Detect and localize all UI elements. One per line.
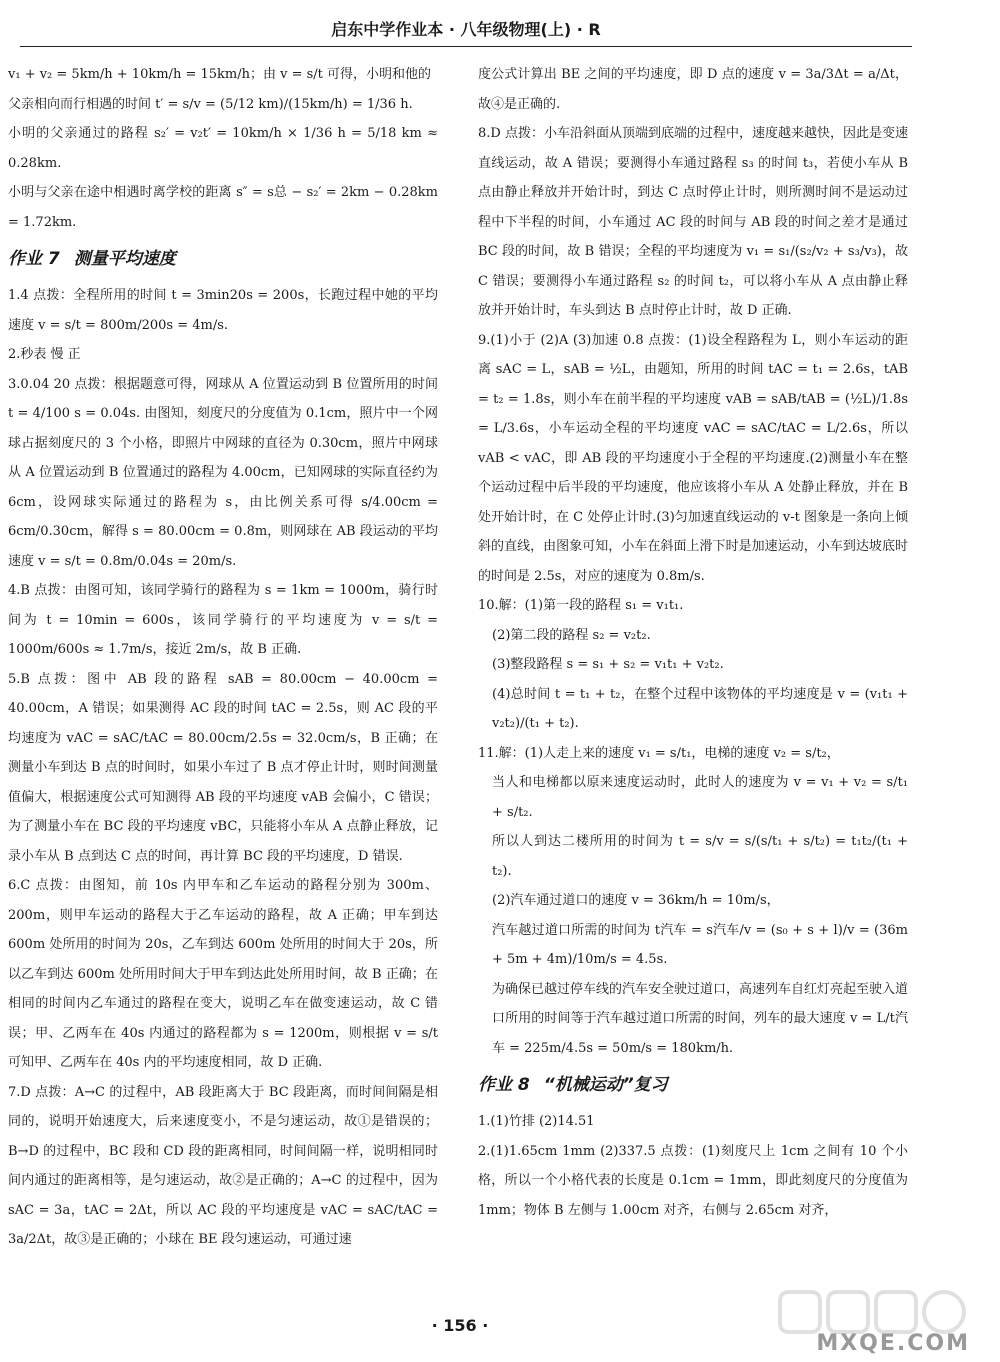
section-title: “机械运动”复习 bbox=[543, 1075, 668, 1095]
answer-item: 3.0.04 20 点拨：根据题意可得，网球从 A 位置运动到 B 位置所用的时间 t = 4/100 s = 0.04s. 由图知，刻度尺的分度值为 0.1cm，照片中一个网球占据刻度尺的 3 个小格，即照片中网球的直径为 0.30cm，照片中网球从 A 位置运动到 B 位置通过的路程为 4.00cm，已知网球的实际直径约为 6cm，设网球实际通过的路程为 s，由比例关系可得 s/4.00cm = 6cm/0.30cm，解得 s = 80.00cm = 0.8m，则网球在 AB 段运动的平均速度 v = s/t = 0.8m/0.04s = 20m/s. bbox=[8, 376, 438, 569]
answer-paragraph: (4)总时间 t = t₁ + t₂，在整个过程中该物体的平均速度是 v = (v₁t₁ + v₂t₂)/(t₁ + t₂). bbox=[492, 686, 908, 731]
section-heading bbox=[8, 243, 438, 275]
answer-item: 8.D 点拨：小车沿斜面从顶端到底端的过程中，速度越来越快，因此是变速直线运动，故 A 错误；要测得小车通过路程 s₃ 的时间 t₃，若使小车从 B 点由静止释放并开始计时，到达 C 点时停止计时，则所测时间不是运动过程中下半程的时间，小车通过 AC 段的时间与 AB 段的时间之差才是通过 BC 段的时间，故 B 错误；全程的平均速度为 v₁ = s₁/(s₂/v₂ + s₃/v₃)，故 C 错误；要测得小车通过路程 s₂ 的时间 t₂，可以将小车从 A 点由静止释放并开始计时，车头到达 B 点时停止计时，故 D 正确. bbox=[478, 126, 908, 318]
answer-item: 7.D 点拨：A→C 的过程中，AB 段距离大于 BC 段距离，而时间间隔是相同的，说明开始速度大，后来速度变小，不是匀速运动，故①是错误的；B→D 的过程中，BC 段和 CD 段的距离相同，时间间隔一样，说明相同时间内通过的距离相等，是匀速运动，故②是正确的；A→C 的过程中，因为 sAC = 3a，tAC = 2Δt，所以 AC 段的平均速度是 vAC = sAC/tAC = 3a/2Δt，故③是正确的；小球在 BE 段匀速运动，可通过速 bbox=[8, 1084, 438, 1247]
answer-paragraph: (2)第二段的路程 s₂ = v₂t₂. bbox=[492, 627, 651, 643]
page-number-text: · 156 · bbox=[431, 1316, 489, 1335]
answer-paragraph: v₁ + v₂ = 5km/h + 10km/h = 15km/h；由 v = s/t 可得，小明和他的 bbox=[8, 67, 432, 82]
answer-item: 10.解：(1)第一段的路程 s₁ = v₁t₁. bbox=[478, 598, 684, 613]
answer-item: 5.B 点拨：图中 AB 段的路程 sAB = 80.00cm − 40.00cm = 40.00cm，A 错误；如果测得 AC 段的时间 tAC = 2.5s，则 AC 段的平均速度为 vAC = sAC/tAC = 80.00cm/2.5s = 32.0cm/s，B 正确；在测量小车到达 B 点的时间时，如果小车过了 B 点才停止计时，则时间测量值偏大，根据速度公式可知测得 AB 段的平均速度 vAB 会偏小，C 错误；为了测量小车在 BC 段的平均速度 vBC，只能将小车从 A 点静止释放，记录小车从 B 点到达 C 点的时间，再计算 BC 段的平均速度，D 错误. bbox=[8, 671, 438, 864]
answer-item: 2.秒表 慢 正 bbox=[8, 347, 81, 362]
page-header bbox=[20, 14, 912, 47]
answer-paragraph: 度公式计算出 BE 之间的平均速度，即 D 点的速度 v = 3a/3Δt = a/Δt，故④是正确的. bbox=[478, 67, 908, 112]
section-number: 作业 7 bbox=[8, 249, 60, 269]
answer-paragraph: 小明与父亲在途中相遇时离学校的距离 s″ = s总 − s₂′ = 2km − 0.28km = 1.72km. bbox=[8, 185, 438, 230]
answer-paragraph: 小明的父亲通过的路程 s₂′ = v₂t′ = 10km/h × 1/36 h = 5/18 km ≈ 0.28km. bbox=[8, 126, 438, 171]
answer-paragraph: 父亲相向而行相遇的时间 t′ = s/v = (5/12 km)/(15km/h) = 1/36 h. bbox=[8, 96, 413, 112]
answer-paragraph: 为确保已越过停车线的汽车安全驶过道口，高速列车自红灯亮起至驶入道口所用的时间等于汽车越过道口所需的时间，列车的最大速度 v = L/t汽车 = 225m/4.5s = 50m/s = 180km/h. bbox=[492, 981, 908, 1056]
header-title: 启东中学作业本 · 八年级物理(上) · R bbox=[331, 20, 601, 39]
answer-item: 4.B 点拨：由图可知，该同学骑行的路程为 s = 1km = 1000m，骑行时间为 t = 10min = 600s，该同学骑行的平均速度为 v = s/t = 1000m/600s ≈ 1.7m/s，接近 2m/s，故 B 正确. bbox=[8, 583, 438, 657]
answer-paragraph: 当人和电梯都以原来速度运动时，此时人的速度为 v = v₁ + v₂ = s/t₁ + s/t₂. bbox=[492, 775, 908, 820]
answer-paragraph: 汽车越过道口所需的时间为 t汽车 = s汽车/v = (s₀ + s + l)/v = (36m + 5m + 4m)/10m/s = 4.5s. bbox=[492, 922, 908, 967]
answer-paragraph: 所以人到达二楼所用的时间为 t = s/v = s/(s/t₁ + s/t₂) = t₁t₂/(t₁ + t₂). bbox=[492, 834, 908, 879]
answer-item: 1.4 点拨：全程所用的时间 t = 3min20s = 200s，长跑过程中她的平均速度 v = s/t = 800m/200s = 4m/s. bbox=[8, 288, 438, 333]
answer-item: 11.解：(1)人走上来的速度 v₁ = s/t₁，电梯的速度 v₂ = s/t₂， bbox=[478, 745, 840, 761]
answer-item: 9.(1)小于 (2)A (3)加速 0.8 点拨：(1)设全程路程为 L，则小车运动的距离 sAC = L，sAB = ½L，由题知，所用的时间 tAC = t₁ = 2.6s，tAB = t₂ = 1.8s，则小车在前半程的平均速度 vAB = sAB/tAB = (½L)/1.8s = L/3.6s，小车运动全程的平均速度 vAC = sAC/tAC = L/2.6s，所以 vAB < vAC，即 AB 段的平均速度小于全程的平均速度.(2)测量小车在整个运动过程中后半段的平均速度，他应该将小车从 A 处静止释放，并在 B 处开始计时，在 C 处停止计时.(3)匀加速直线运动的 v-t 图象是一条向上倾斜的直线，由图象可知，小车在斜面上滑下时是加速运动，小车到达坡底时的时间是 2.5s，对应的速度为 0.8m/s. bbox=[478, 332, 908, 584]
answer-item: 1.(1)竹排 (2)14.51 bbox=[478, 1114, 595, 1129]
section-title: 测量平均速度 bbox=[73, 249, 176, 269]
answer-paragraph: (3)整段路程 s = s₁ + s₂ = v₁t₁ + v₂t₂. bbox=[492, 657, 724, 672]
answer-item: 2.(1)1.65cm 1mm (2)337.5 点拨：(1)刻度尺上 1cm 之间有 10 个小格，所以一个小格代表的长度是 0.1cm = 1mm，即此刻度尺的分度值为 1mm；物体 B 左侧与 1.00cm 对齐，右侧与 2.65cm 对齐， bbox=[478, 1143, 908, 1218]
watermark-text: MXQE.COM bbox=[816, 1331, 970, 1356]
answer-item: 6.C 点拨：由图知，前 10s 内甲车和乙车运动的路程分别为 300m、200m，则甲车运动的路程大于乙车运动的路程，故 A 正确；甲车到达 600m 处所用的时间为 20s，乙车到达 600m 处所用的时间大于 20s，所以乙车到达 600m 处所用时间大于甲车到达此处所用时间，故 B 正确；在相同的时间内乙车通过的路程在变大，说明乙车在做变速运动，故 C 错误；甲、乙两车在 40s 内通过的路程都为 s = 1200m，则根据 v = s/t 可知甲、乙两车在 40s 内的平均速度相同，故 D 正确. bbox=[8, 878, 438, 1070]
section-heading bbox=[478, 1069, 908, 1101]
answer-paragraph: (2)汽车通过道口的速度 v = 36km/h = 10m/s， bbox=[492, 893, 780, 908]
section-number: 作业 8 bbox=[478, 1075, 530, 1095]
right-column bbox=[478, 60, 908, 1300]
left-column bbox=[8, 60, 438, 1300]
